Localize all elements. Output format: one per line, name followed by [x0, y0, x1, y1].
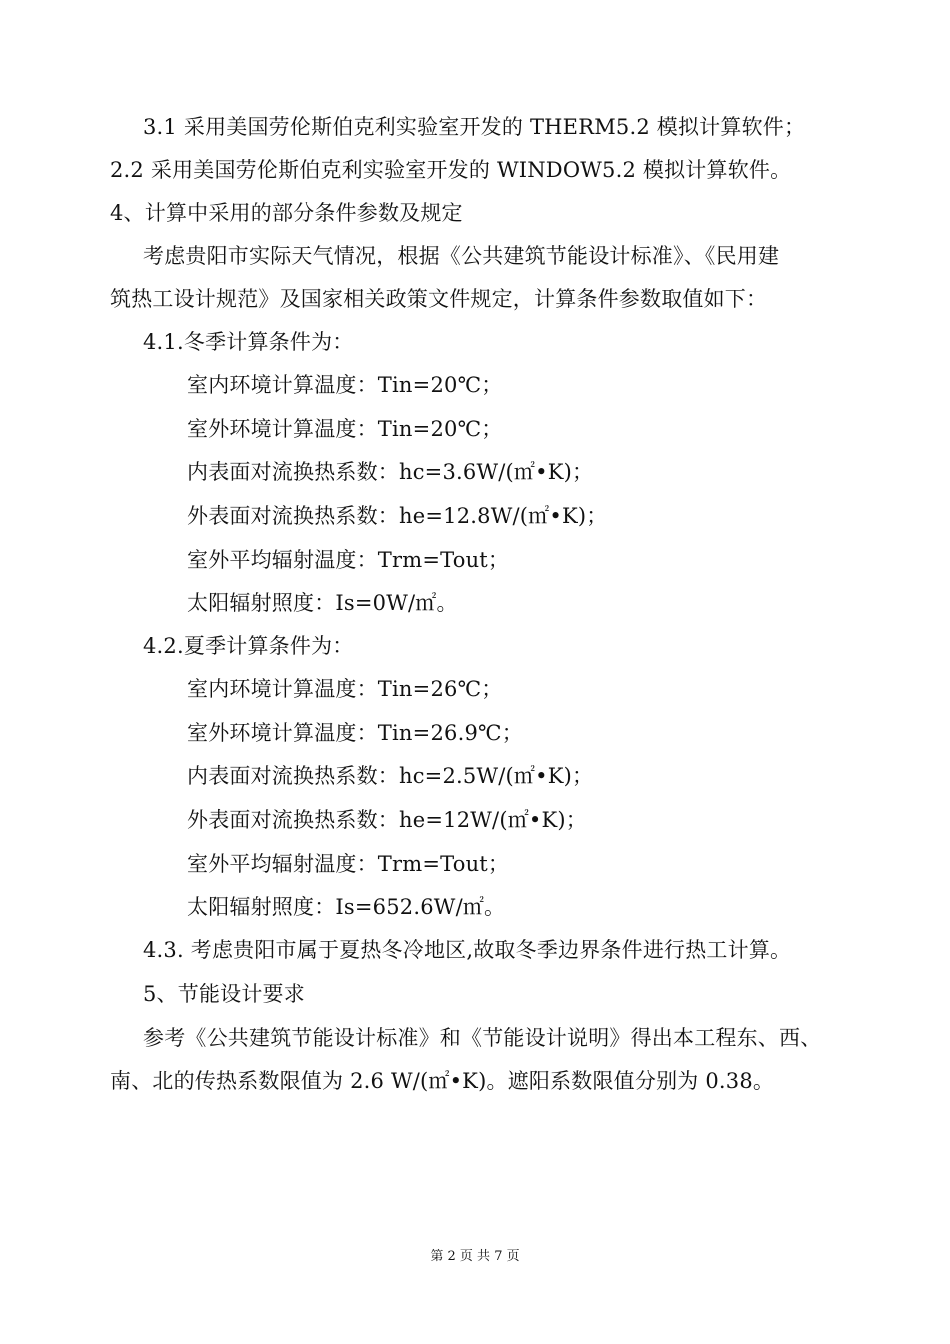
- summer-outer-convection: 外表面对流换热系数：he=12W/(㎡•K)；: [187, 808, 587, 832]
- paragraph-line: 参考《公共建筑节能设计标准》和《节能设计说明》得出本工程东、西、: [143, 1026, 822, 1050]
- section-heading-5: 5、节能设计要求: [143, 982, 305, 1006]
- paragraph-line: 筑热工设计规范》及国家相关政策文件规定，计算条件参数取值如下：: [110, 287, 768, 311]
- paragraph-line-window: 2.2 采用美国劳伦斯伯克利实验室开发的 WINDOW5.2 模拟计算软件。: [110, 158, 792, 182]
- summer-inner-convection: 内表面对流换热系数：hc=2.5W/(㎡•K)；: [187, 764, 594, 788]
- page-number-footer: 第 2 页 共 7 页: [430, 1249, 520, 1264]
- winter-inner-convection: 内表面对流换热系数：hc=3.6W/(㎡•K)；: [187, 460, 594, 484]
- winter-outdoor-temp: 室外环境计算温度：Tin=20℃；: [187, 417, 503, 441]
- winter-radiant-temp: 室外平均辐射温度：Trm=Tout；: [187, 548, 510, 572]
- paragraph-line-4-3: 4.3. 考虑贵阳市属于夏热冬冷地区,故取冬季边界条件进行热工计算。: [143, 938, 792, 962]
- winter-outer-convection: 外表面对流换热系数：he=12.8W/(㎡•K)；: [187, 504, 608, 528]
- paragraph-line: 考虑贵阳市实际天气情况，根据《公共建筑节能设计标准》、《民用建: [143, 244, 780, 268]
- subsection-heading-4-1: 4.1.冬季计算条件为：: [143, 330, 354, 354]
- subsection-heading-4-2: 4.2.夏季计算条件为：: [143, 634, 354, 658]
- summer-indoor-temp: 室内环境计算温度：Tin=26℃；: [187, 677, 503, 701]
- summer-solar-irradiance: 太阳辐射照度：Is=652.6W/㎡。: [187, 895, 506, 919]
- winter-indoor-temp: 室内环境计算温度：Tin=20℃；: [187, 373, 503, 397]
- paragraph-line-therm: 3.1 采用美国劳伦斯伯克利实验室开发的 THERM5.2 模拟计算软件；: [143, 115, 806, 139]
- summer-outdoor-temp: 室外环境计算温度：Tin=26.9℃；: [187, 721, 523, 745]
- section-heading-4: 4、计算中采用的部分条件参数及规定: [110, 201, 463, 225]
- paragraph-line: 南、北的传热系数限值为 2.6 W/(㎡•K)。遮阳系数限值分别为 0.38。: [110, 1069, 775, 1093]
- winter-solar-irradiance: 太阳辐射照度：Is=0W/㎡。: [187, 591, 458, 615]
- summer-radiant-temp: 室外平均辐射温度：Trm=Tout；: [187, 852, 510, 876]
